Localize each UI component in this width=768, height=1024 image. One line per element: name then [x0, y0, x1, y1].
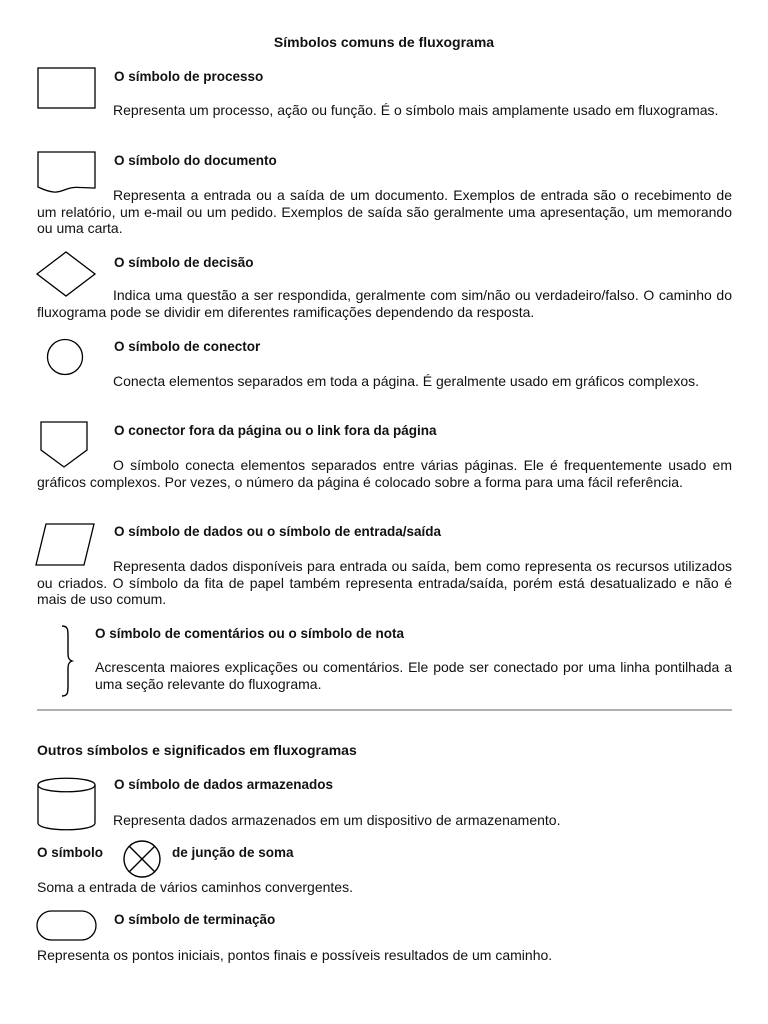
- comment-brace-icon: [60, 624, 74, 698]
- terminator-description: Representa os pontos iniciais, pontos finais e possíveis resultados de um caminho.: [37, 947, 553, 963]
- summing-junction-icon: [122, 840, 164, 880]
- connector-description: Conecta elementos separados em toda a página. É geralmente usado em gráficos complexos.: [113, 373, 700, 389]
- decision-heading: O símbolo de decisão: [114, 255, 254, 270]
- section-divider: [37, 709, 732, 711]
- page-title: Símbolos comuns de fluxograma: [273, 34, 495, 50]
- stored-data-description: Representa dados armazenados em um dispositivo de armazenamento.: [113, 812, 561, 828]
- decision-description: Indica uma questão a ser respondida, geralmente com sim/não ou verdadeiro/falso. O caminho do fluxograma pode se dividir em diferentes ramificações dependendo da resposta.: [37, 287, 732, 320]
- document-heading: O símbolo do documento: [114, 153, 277, 168]
- summing-junction-heading-start: O símbolo: [37, 845, 104, 860]
- connector-circle-icon: [46, 338, 86, 378]
- stored-data-heading: O símbolo de dados armazenados: [114, 777, 334, 792]
- comment-description: Acrescenta maiores explicações ou comentários. Ele pode ser conectado por uma linha pontilhada a uma seção relevante do fluxograma.: [95, 659, 732, 692]
- summing-junction-description: Soma a entrada de vários caminhos convergentes.: [37, 879, 353, 895]
- process-heading: O símbolo de processo: [114, 69, 264, 84]
- comment-heading: O símbolo de comentários ou o símbolo de nota: [95, 626, 405, 641]
- data-io-heading: O símbolo de dados ou o símbolo de entrada/saída: [114, 524, 442, 539]
- process-description: Representa um processo, ação ou função. É o símbolo mais amplamente usado em fluxogramas.: [113, 102, 719, 118]
- terminator-heading: O símbolo de terminação: [114, 912, 276, 927]
- summing-junction-heading-end: de junção de soma: [172, 845, 294, 860]
- off-page-connector-heading: O conector fora da página ou o link fora da página: [114, 423, 437, 438]
- data-io-description: Representa dados disponíveis para entrada ou saída, bem como representa os recursos utilizados ou criados. O símbolo da fita de papel também representa entrada/saída, porém está desatualizado e não é mais de uso comum.: [37, 558, 732, 608]
- document-description: Representa a entrada ou a saída de um documento. Exemplos de entrada são o recebimento de um relatório, um e-mail ou um pedido. Exemplos de saída são geralmente uma apresentação, um memorando ou uma carta.: [37, 187, 732, 237]
- connector-heading: O símbolo de conector: [114, 339, 261, 354]
- off-page-connector-description: O símbolo conecta elementos separados entre várias páginas. Ele é frequentemente usado em gráficos complexos. Por vezes, o número da página é colocado sobre a forma para uma fácil referência.: [37, 457, 732, 490]
- terminator-icon: [36, 910, 98, 942]
- other-symbols-section-title: Outros símbolos e significados em fluxogramas: [37, 742, 357, 758]
